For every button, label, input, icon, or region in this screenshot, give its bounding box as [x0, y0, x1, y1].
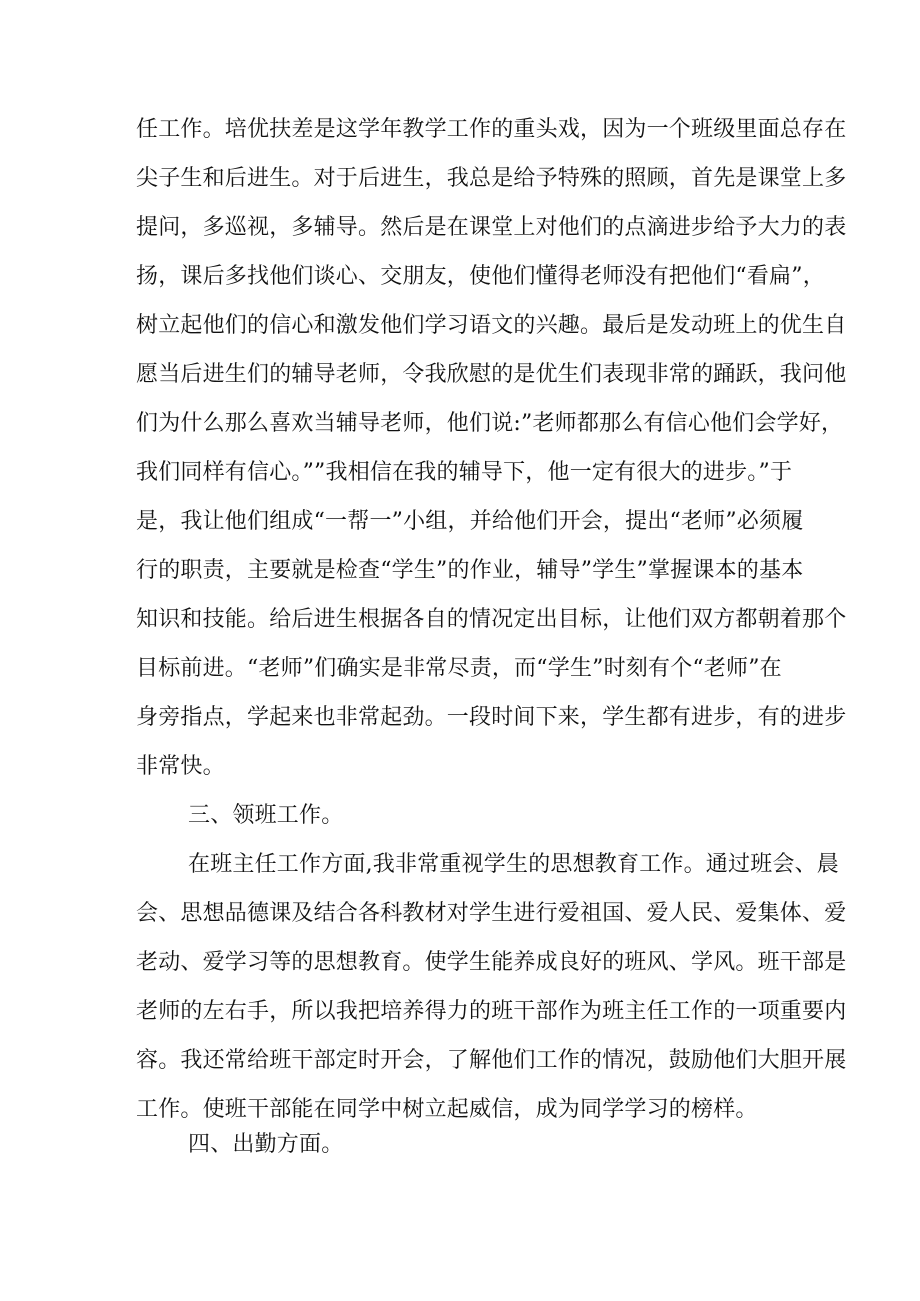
- paragraph-2-line-1: 在班主任工作方面,我非常重视学生的思想教育工作。通过班会、晨: [188, 852, 839, 877]
- paragraph-1-line-10: 行的职责，主要就是检查“学生”的作业，辅导”学生”掌握课本的基本: [136, 558, 804, 583]
- paragraph-1-line-12: 目标前进。“老师”们确实是非常尽责，而“学生”时刻有个“老师”在: [136, 656, 782, 681]
- paragraph-1-line-13: 身旁指点，学起来也非常起劲。一段时间下来，学生都有进步，有的进步: [136, 705, 847, 730]
- paragraph-1-line-4: 扬，课后多找他们谈心、交朋友，使他们懂得老师没有把他们“看扁”，: [136, 264, 825, 289]
- paragraph-1-line-14: 非常快。: [136, 754, 225, 779]
- paragraph-1-line-1: 任工作。培优扶差是这学年教学工作的重头戏，因为一个班级里面总存在: [136, 117, 847, 142]
- paragraph-2-line-2: 会、思想品德课及结合各科教材对学生进行爱祖国、爱人民、爱集体、爱: [136, 901, 847, 926]
- section-heading-3: 三、领班工作。: [188, 803, 344, 828]
- section-heading-4: 四、出勤方面。: [188, 1132, 344, 1157]
- paragraph-1-line-11: 知识和技能。给后进生根据各自的情况定出目标，让他们双方都朝着那个: [136, 607, 847, 632]
- paragraph-1-line-2: 尖子生和后进生。对于后进生，我总是给予特殊的照顾，首先是课堂上多: [136, 166, 847, 191]
- paragraph-1-line-5: 树立起他们的信心和激发他们学习语文的兴趣。最后是发动班上的优生自: [136, 313, 847, 338]
- paragraph-1-line-9: 是，我让他们组成“一帮一”小组，并给他们开会，提出“老师”必须履: [136, 509, 804, 534]
- paragraph-2-line-5: 容。我还常给班干部定时开会，了解他们工作的情况，鼓励他们大胆开展: [136, 1048, 847, 1073]
- paragraph-2-line-4: 老师的左右手，所以我把培养得力的班干部作为班主任工作的一项重要内: [136, 999, 847, 1024]
- paragraph-1-line-6: 愿当后进生们的辅导老师，令我欣慰的是优生们表现非常的踊跃，我问他: [136, 362, 847, 387]
- paragraph-1-line-7: 们为什么那么喜欢当辅导老师，他们说:”老师都那么有信心他们会学好，: [136, 411, 844, 436]
- paragraph-2-line-6: 工作。使班干部能在同学中树立起威信，成为同学学习的榜样。: [136, 1097, 758, 1122]
- paragraph-1-line-3: 提问，多巡视，多辅导。然后是在课堂上对他们的点滴进步给予大力的表: [136, 215, 847, 240]
- paragraph-1-line-8: 我们同样有信心。””我相信在我的辅导下，他一定有很大的进步。”于: [136, 460, 793, 485]
- paragraph-2-line-3: 老动、爱学习等的思想教育。使学生能养成良好的班风、学风。班干部是: [136, 950, 847, 975]
